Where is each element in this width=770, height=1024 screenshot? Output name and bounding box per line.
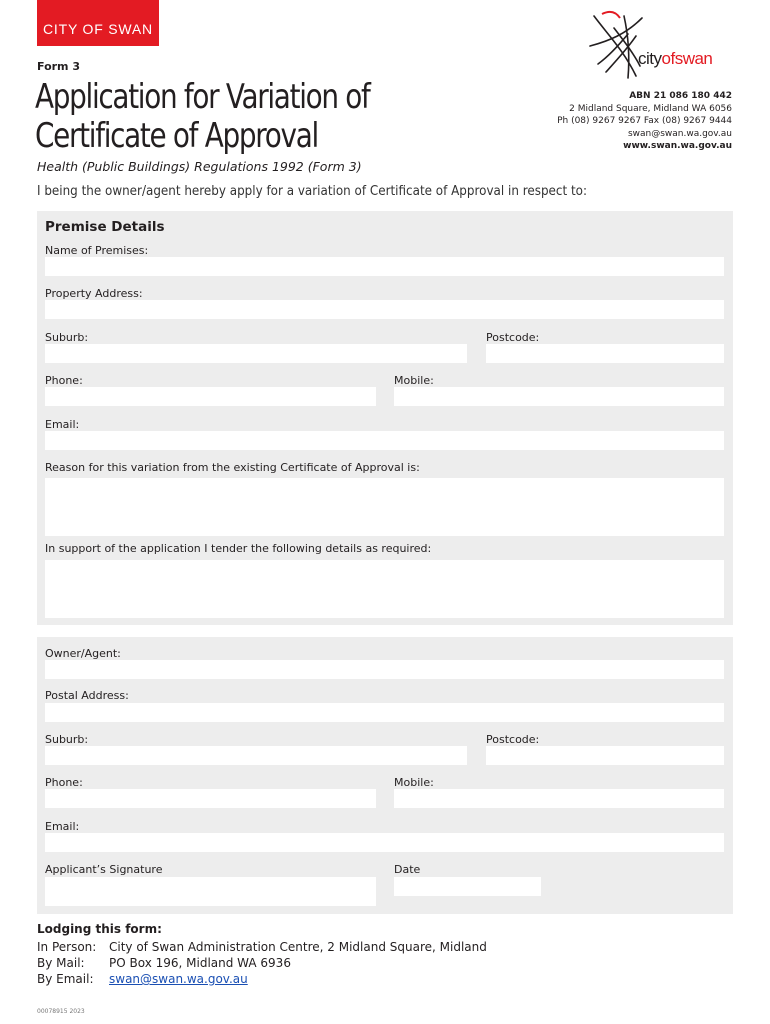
logo-text-swan: swan — [674, 49, 713, 68]
svg-text:cityofswan — [638, 49, 712, 68]
premise-suburb-field[interactable] — [45, 344, 467, 363]
owner-postcode-field[interactable] — [486, 746, 724, 765]
name-of-premises-field[interactable] — [45, 257, 724, 276]
premise-email-field[interactable] — [45, 431, 724, 450]
postal-address-field[interactable] — [45, 703, 724, 722]
premise-mobile-field[interactable] — [394, 387, 724, 406]
contact-phone: Ph (08) 9267 9267 Fax (08) 9267 9444 — [557, 116, 732, 126]
owner-agent-label: Owner/Agent: — [45, 647, 121, 660]
lodging-key: By Mail: — [37, 956, 85, 970]
date-label: Date — [394, 863, 421, 876]
supporting-details-label: In support of the application I tender the following details as required: — [45, 542, 432, 555]
variation-reason-label: Reason for this variation from the existing Certificate of Approval is: — [45, 461, 420, 474]
date-field[interactable] — [394, 877, 541, 896]
name-of-premises-label: Name of Premises: — [45, 244, 149, 257]
owner-mobile-label: Mobile: — [394, 776, 434, 789]
applicant-signature-field[interactable] — [45, 877, 376, 906]
applicant-signature-label: Applicant’s Signature — [45, 863, 163, 876]
regulation-subtitle: Health (Public Buildings) Regulations 1992 (Form 3) — [37, 159, 362, 174]
title-line-1: Application for Variation of — [35, 77, 370, 117]
lodging-info — [37, 922, 487, 988]
lodging-row — [37, 940, 487, 956]
lodging-table — [37, 940, 487, 988]
lodging-email-link[interactable]: swan@swan.wa.gov.au — [109, 972, 248, 986]
page-title — [35, 78, 370, 156]
lodging-value: PO Box 196, Midland WA 6936 — [109, 956, 291, 970]
contact-email: swan@swan.wa.gov.au — [627, 128, 732, 139]
premise-details-title: Premise Details — [45, 219, 165, 235]
form-number: Form 3 — [37, 60, 80, 73]
lodging-row — [37, 956, 487, 972]
owner-phone-label: Phone: — [45, 776, 83, 789]
premise-phone-label: Phone: — [45, 374, 83, 387]
owner-email-field[interactable] — [45, 833, 724, 852]
logo-text-city: city — [638, 49, 662, 68]
lodging-heading: Lodging this form: — [37, 922, 162, 936]
premise-phone-field[interactable] — [45, 387, 376, 406]
contact-address: 2 Midland Square, Midland WA 6056 — [569, 103, 732, 114]
property-address-label: Property Address: — [45, 287, 143, 300]
owner-mobile-field[interactable] — [394, 789, 724, 808]
logo-text-of: of — [661, 49, 675, 68]
postal-address-label: Postal Address: — [45, 689, 129, 702]
lodging-row — [37, 972, 487, 988]
lodging-key: By Email: — [37, 972, 94, 986]
owner-postcode-label: Postcode: — [486, 733, 540, 746]
lodging-key: In Person: — [37, 940, 97, 954]
owner-email-label: Email: — [45, 820, 80, 833]
lodging-value: City of Swan Administration Centre, 2 Midland Square, Midland — [109, 940, 487, 954]
premise-mobile-label: Mobile: — [394, 374, 434, 387]
title-line-2: Certificate of Approval — [35, 116, 318, 156]
contact-website: www.swan.wa.gov.au — [623, 141, 732, 151]
intro-text: I being the owner/agent hereby apply for a variation of Certificate of Approval in respect to: — [37, 184, 588, 199]
premise-suburb-label: Suburb: — [45, 331, 89, 344]
brand-box-text: CITY OF SWAN — [43, 21, 153, 37]
property-address-field[interactable] — [45, 300, 724, 319]
variation-reason-textarea[interactable] — [45, 478, 724, 536]
premise-postcode-field[interactable] — [486, 344, 724, 363]
brand-box — [37, 0, 159, 46]
city-of-swan-logo — [584, 6, 734, 86]
owner-suburb-label: Suburb: — [45, 733, 89, 746]
contact-block — [557, 90, 732, 153]
owner-suburb-field[interactable] — [45, 746, 467, 765]
document-code: 00078915 2023 — [37, 1008, 85, 1015]
supporting-details-textarea[interactable] — [45, 560, 724, 618]
owner-phone-field[interactable] — [45, 789, 376, 808]
abn: ABN 21 086 180 442 — [629, 91, 732, 101]
premise-email-label: Email: — [45, 418, 80, 431]
owner-agent-field[interactable] — [45, 660, 724, 679]
premise-postcode-label: Postcode: — [486, 331, 540, 344]
